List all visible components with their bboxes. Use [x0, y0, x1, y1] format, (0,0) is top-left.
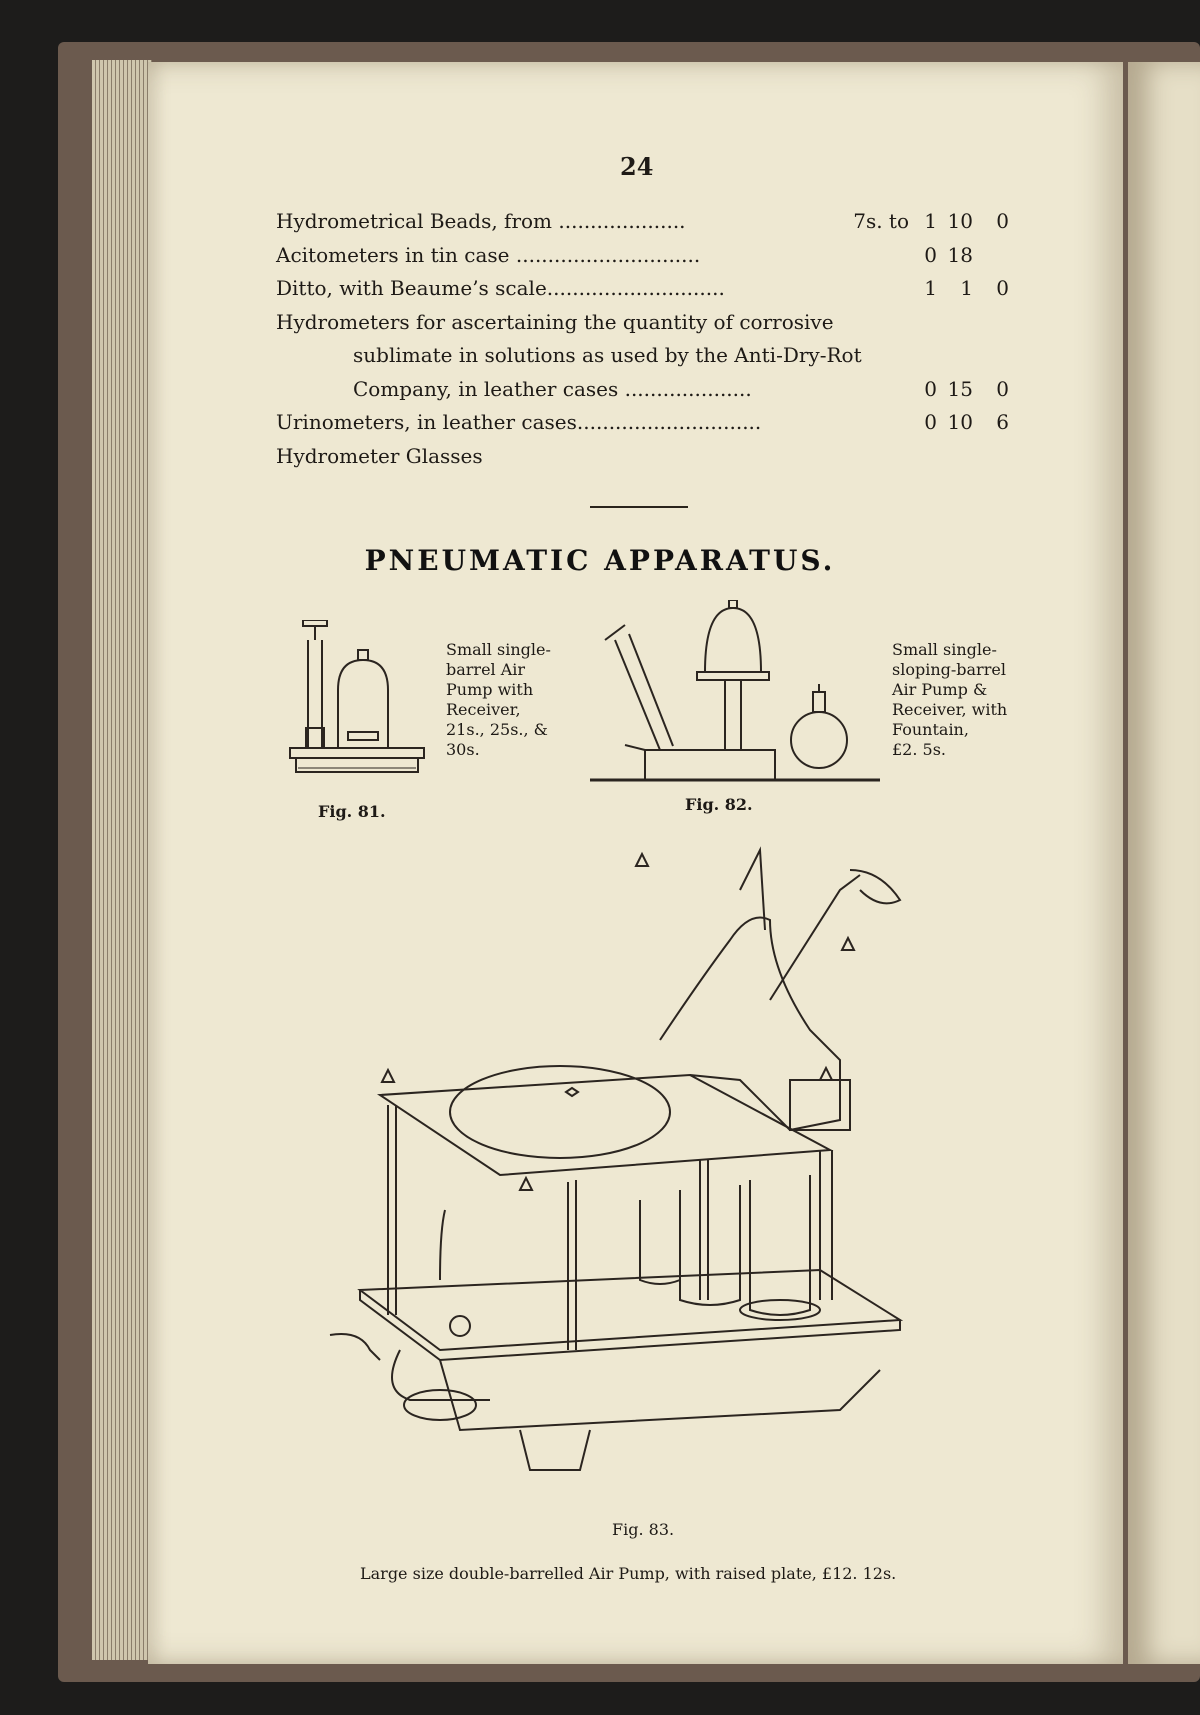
shillings: 18 — [947, 242, 973, 267]
fig-82-air-pump-illustration — [585, 600, 885, 785]
item-name-line: sublimate in solutions as used by the Anti-Dry-Rot — [353, 343, 862, 367]
caption-line: 30s. — [446, 740, 480, 759]
price-row-line — [276, 339, 1011, 373]
item-name: Urinometers, in leather cases — [276, 410, 577, 434]
pounds: 0 — [924, 410, 937, 434]
shillings: 1 — [960, 276, 973, 300]
caption-line: Receiver, — [446, 700, 521, 719]
caption-line: Pump with — [446, 680, 534, 699]
page-edges — [92, 60, 152, 1660]
price-row — [276, 272, 1011, 306]
fig-81-label: Fig. 81. — [318, 802, 386, 821]
page-number: 24 — [620, 152, 654, 181]
price-row — [276, 205, 1011, 239]
leader-dots: ............................ — [546, 276, 725, 300]
item-name: Ditto, with Beaume’s scale — [276, 276, 547, 300]
caption-line: 21s., 25s., & — [446, 720, 548, 739]
fig-81-air-pump-illustration — [288, 620, 438, 780]
pounds: 0 — [924, 376, 937, 401]
facing-page — [1128, 62, 1200, 1664]
leader-dots: ............................. — [509, 242, 701, 267]
item-name: Hydrometrical Beads, from — [276, 209, 553, 233]
pence: 0 — [996, 376, 1009, 401]
pence: 0 — [996, 209, 1009, 233]
fig-82-caption — [892, 640, 1010, 760]
leader-dots: .................... — [618, 376, 752, 401]
pence: 0 — [996, 276, 1009, 300]
price-row — [276, 406, 1011, 440]
shillings: 10 — [947, 209, 973, 233]
shillings: 10 — [947, 410, 973, 434]
fig-83-label: Fig. 83. — [612, 1520, 675, 1539]
caption-line: Receiver, with — [892, 700, 1008, 719]
caption-line: barrel Air — [446, 660, 526, 679]
leader-dots: ............................. — [576, 410, 762, 434]
item-name: Acitometers in tin case — [276, 242, 510, 267]
item-name-line: Hydrometers for ascertaining the quantity of corrosive — [276, 309, 834, 334]
pounds: 0 — [924, 242, 937, 267]
caption-line: Air Pump & — [892, 680, 988, 699]
item-name-line: Company, in leather cases — [353, 376, 619, 401]
price-row — [276, 239, 1011, 273]
caption-line: sloping-barrel — [892, 660, 1006, 679]
fig-83-caption: Large size double-barrelled Air Pump, with raised plate, £12. 12s. — [360, 1564, 897, 1583]
fig-82-label: Fig. 82. — [685, 795, 753, 814]
caption-line: Fountain, — [892, 720, 969, 739]
pence: 6 — [996, 410, 1009, 434]
caption-line: Small single- — [446, 640, 551, 659]
fig-81-caption — [446, 640, 578, 760]
leader-dots: .................... — [552, 209, 686, 233]
item-name: Hydrometer Glasses — [276, 443, 483, 468]
caption-line: Small single- — [892, 640, 997, 659]
fig-83-double-barrelled-air-pump-illustration — [320, 830, 980, 1500]
price-row — [276, 440, 1011, 474]
price-from: 7s. to — [853, 209, 909, 233]
pounds: 1 — [924, 209, 937, 233]
price-list — [276, 205, 1011, 473]
pounds: 1 — [924, 276, 937, 300]
price-row — [276, 373, 1011, 407]
section-divider — [590, 506, 688, 508]
caption-line: £2. 5s. — [892, 740, 947, 759]
shillings: 15 — [947, 376, 973, 401]
section-title: PNEUMATIC APPARATUS. — [364, 544, 836, 577]
price-row-line — [276, 306, 1011, 340]
